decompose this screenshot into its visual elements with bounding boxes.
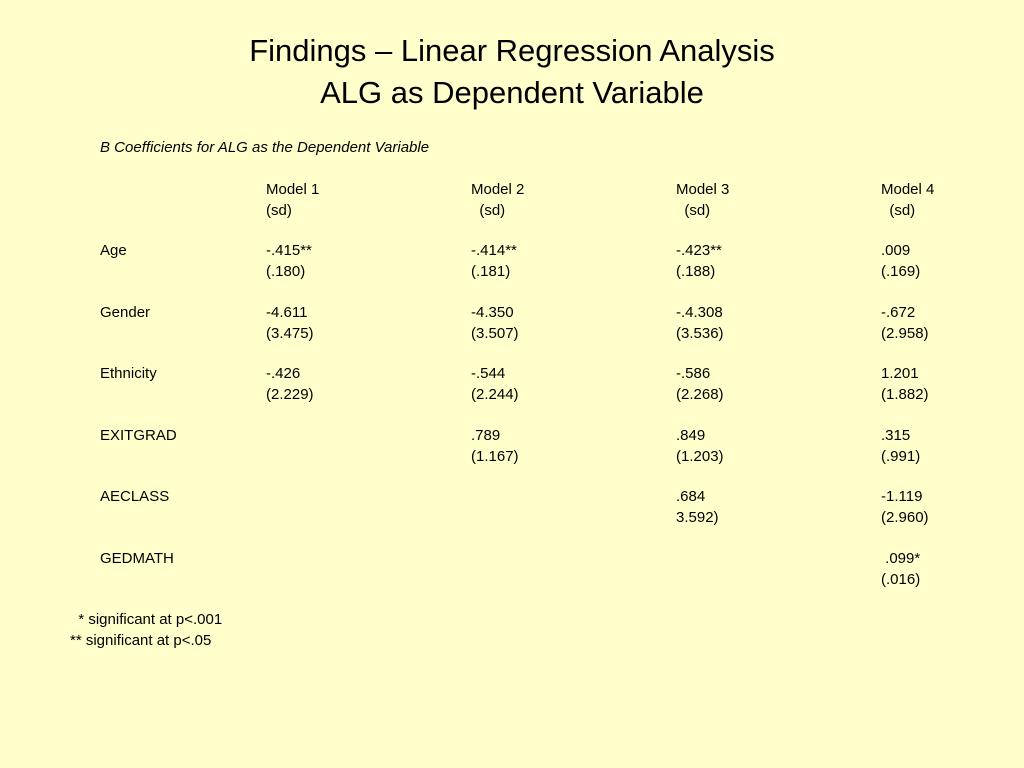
age-b-model-2: -.414**	[471, 242, 517, 259]
exitgrad-b-model-4: .315	[881, 427, 911, 444]
exitgrad-sd-model-2: (1.167)	[471, 448, 519, 465]
title-line-2: ALG as Dependent Variable	[320, 75, 704, 110]
ethnicity-b-model-3: -.586	[676, 365, 711, 382]
header-sd-4: (sd)	[881, 202, 916, 219]
row-label-ethnicity: Ethnicity	[100, 365, 157, 382]
ethnicity-sd-model-2: (2.244)	[471, 386, 519, 403]
exitgrad-b-model-3: .849	[676, 427, 706, 444]
exitgrad-sd-model-4: (.991)	[881, 448, 921, 465]
ethnicity-sd-model-3: (2.268)	[676, 386, 724, 403]
age-sd-model-3: (.188)	[676, 263, 716, 280]
footnote-sig-05: ** significant at p<.05	[70, 632, 212, 649]
gender-b-model-4: -.672	[881, 304, 916, 321]
slide-title	[0, 30, 1024, 114]
age-sd-model-1: (.180)	[266, 263, 306, 280]
table-caption: B Coefficients for ALG as the Dependent Variable	[100, 139, 430, 156]
gender-b-model-3: -.4.308	[676, 304, 723, 321]
aeclass-sd-model-4: (2.960)	[881, 509, 929, 526]
ethnicity-b-model-1: -.426	[266, 365, 301, 382]
row-label-gender: Gender	[100, 304, 151, 321]
ethnicity-sd-model-4: (1.882)	[881, 386, 929, 403]
gender-sd-model-2: (3.507)	[471, 325, 519, 342]
ethnicity-sd-model-1: (2.229)	[266, 386, 314, 403]
age-b-model-3: -.423**	[676, 242, 722, 259]
header-sd-2: (sd)	[471, 202, 506, 219]
gender-sd-model-1: (3.475)	[266, 325, 314, 342]
footnote-sig-001: * significant at p<.001	[70, 611, 223, 628]
exitgrad-sd-model-3: (1.203)	[676, 448, 724, 465]
row-label-gedmath: GEDMATH	[100, 550, 174, 567]
age-b-model-4: .009	[881, 242, 911, 259]
header-sd-3: (sd)	[676, 202, 711, 219]
gender-sd-model-3: (3.536)	[676, 325, 724, 342]
gender-b-model-1: -4.611	[266, 304, 308, 321]
row-label-aeclass: AECLASS	[100, 488, 170, 505]
row-label-age: Age	[100, 242, 127, 259]
aeclass-b-model-4: -1.119	[881, 488, 923, 505]
header-model-4: Model 4	[881, 181, 935, 198]
gedmath-b-model-4: .099*	[881, 550, 921, 567]
aeclass-b-model-3: .684	[676, 488, 706, 505]
gender-b-model-2: -4.350	[471, 304, 514, 321]
title-line-1: Findings – Linear Regression Analysis	[249, 33, 775, 68]
header-model-1: Model 1	[266, 181, 320, 198]
header-model-2: Model 2	[471, 181, 525, 198]
ethnicity-b-model-2: -.544	[471, 365, 506, 382]
exitgrad-b-model-2: .789	[471, 427, 501, 444]
header-model-3: Model 3	[676, 181, 730, 198]
age-sd-model-2: (.181)	[471, 263, 511, 280]
age-sd-model-4: (.169)	[881, 263, 921, 280]
header-sd-1: (sd)	[266, 202, 292, 219]
aeclass-sd-model-3: 3.592)	[676, 509, 719, 526]
age-b-model-1: -.415**	[266, 242, 312, 259]
ethnicity-b-model-4: 1.201	[881, 365, 919, 382]
gedmath-sd-model-4: (.016)	[881, 571, 921, 588]
gender-sd-model-4: (2.958)	[881, 325, 929, 342]
row-label-exitgrad: EXITGRAD	[100, 427, 177, 444]
